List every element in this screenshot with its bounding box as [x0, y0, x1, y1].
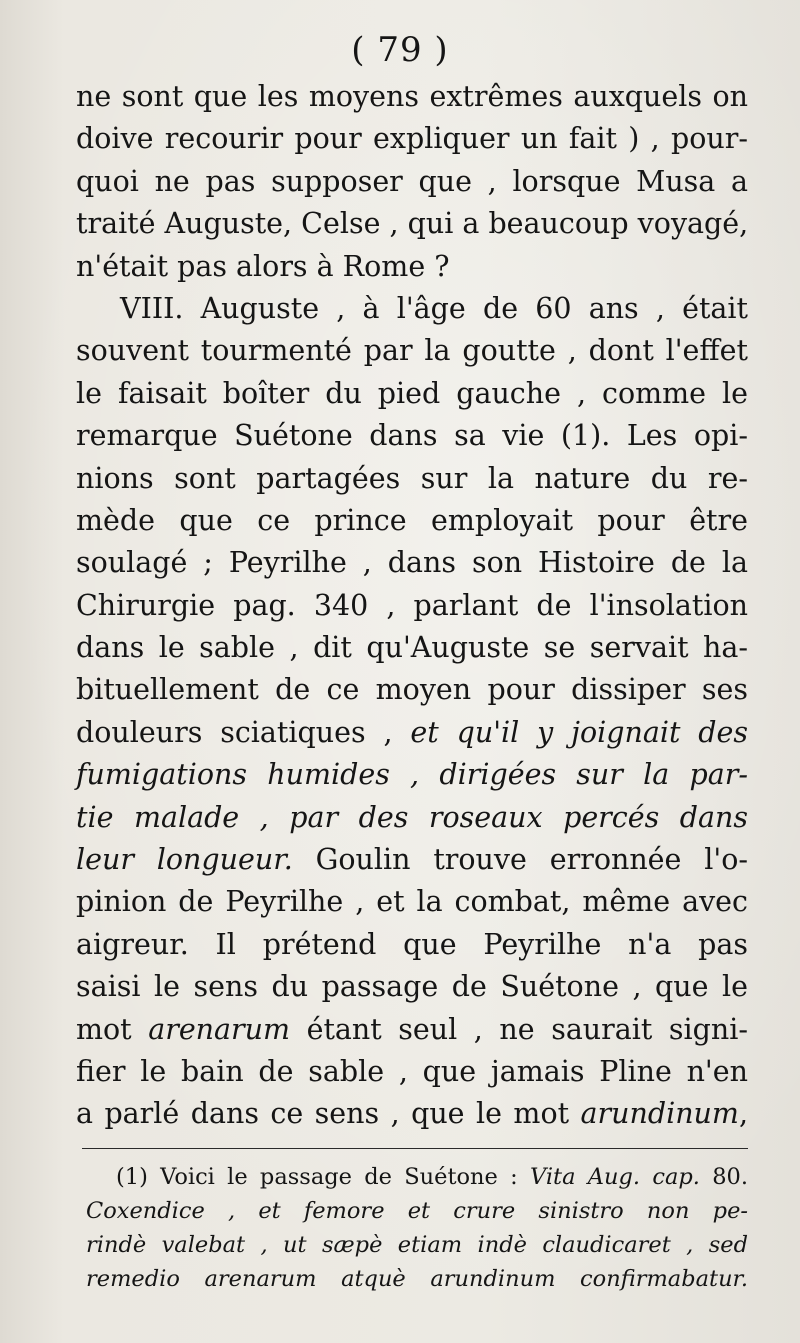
section-viii-start: VIII. Auguste , à l'âge de 60 ans , était	[120, 291, 748, 325]
italic-term: arenarum	[148, 1012, 291, 1046]
footnote-latin-line: rindè valebat , ut sæpè etiam indè claudicaret , sed	[86, 1232, 748, 1258]
italic-term: arundinum	[580, 1097, 739, 1131]
footnote-latin-line: remedio arenarum atquè arundinum confirmabatur.	[86, 1266, 748, 1292]
text-line	[76, 1009, 748, 1051]
text-segment: Goulin trouve erronnée l'o-	[292, 843, 748, 877]
text-line: fier le bain de sable , que jamais Pline n'en	[76, 1054, 748, 1088]
footnote-divider	[82, 1148, 748, 1149]
footnote	[86, 1160, 748, 1296]
text-segment: mot	[76, 1012, 149, 1046]
text-line	[76, 839, 748, 881]
text-segment: étant seul , ne saurait signi-	[290, 1012, 748, 1046]
italic-quote: leur longueur.	[76, 843, 293, 877]
text-line: aigreur. Il prétend que Peyrilhe n'a pas	[76, 927, 748, 961]
text-line: dans le sable , dit qu'Auguste se servait ha-	[76, 631, 748, 665]
text-line: saisi le sens du passage de Suétone , que le	[76, 970, 748, 1004]
text-line: ne sont que les moyens extrêmes auxquels on	[76, 80, 748, 113]
text-line: mède que ce prince employait pour être	[76, 503, 748, 537]
text-segment: 80.	[699, 1164, 748, 1190]
italic-quote-line: fumigations humides , dirigées sur la par-	[76, 758, 748, 792]
footnote-line	[86, 1160, 748, 1194]
text-line: traité Auguste, Celse , qui a beaucoup voyagé,	[76, 207, 749, 241]
text-segment: ,	[738, 1097, 748, 1131]
text-line: quoi ne pas supposer que , lorsque Musa a	[76, 164, 748, 198]
text-line: souvent tourmenté par la goutte , dont l'effet	[76, 334, 748, 368]
text-line: Chirurgie pag. 340 , parlant de l'insolation	[76, 588, 748, 622]
text-line: remarque Suétone dans sa vie (1). Les opi-	[76, 419, 748, 453]
text-line: le faisait boîter du pied gauche , comme le	[76, 376, 748, 410]
footnote-latin-line: Coxendice , et femore et crure sinistro non pe-	[86, 1198, 748, 1224]
body-text	[76, 76, 748, 1136]
text-line: doive recourir pour expliquer un fait ) , pour-	[76, 122, 748, 156]
text-line	[76, 712, 748, 754]
text-line: pinion de Peyrilhe , et la combat, même avec	[76, 885, 748, 919]
text-line: nions sont partagées sur la nature du re-	[76, 461, 748, 495]
text-line: n'était pas alors à Rome ?	[76, 249, 450, 283]
italic-quote: et qu'il y joignait des	[410, 715, 749, 749]
text-segment: douleurs sciatiques ,	[76, 715, 411, 749]
italic-citation: Vita Aug. cap.	[530, 1164, 700, 1190]
page-number: ( 79 )	[351, 30, 449, 70]
text-line: bituellement de ce moyen pour dissiper ses	[76, 673, 748, 707]
text-line	[76, 1093, 748, 1135]
text-segment: (1) Voici le passage de Suétone :	[116, 1164, 530, 1190]
italic-quote-line: tie malade , par des roseaux percés dans	[76, 800, 748, 834]
text-line: soulagé ; Peyrilhe , dans son Histoire de la	[76, 546, 748, 580]
text-segment: a parlé dans ce sens , que le mot	[76, 1097, 581, 1131]
